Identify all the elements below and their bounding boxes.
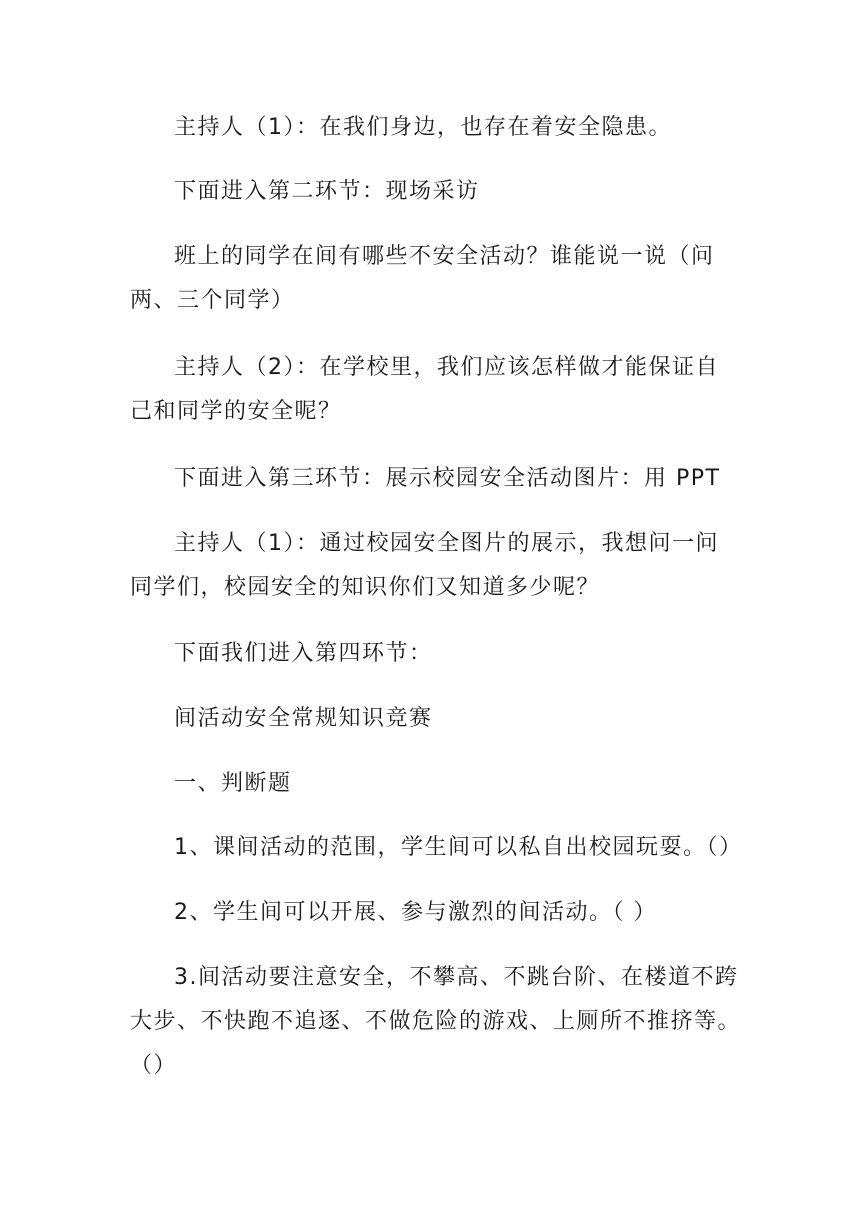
text-line: 3.间活动要注意安全，不攀高、不跳台阶、在楼道不跨 xyxy=(174,965,739,990)
paragraph-section3-ppt xyxy=(0,457,720,501)
text-line: 主持人（1）：通过校园安全图片的展示，我想问一问 xyxy=(174,531,719,556)
text-line: 两、三个同学） xyxy=(130,288,295,313)
text-line: 大步、不快跑不追逐、不做危险的游戏、上厕所不推挤等。 xyxy=(130,1009,742,1034)
paragraph-true-false-heading xyxy=(0,762,292,806)
paragraph-host1-hazard xyxy=(0,106,672,150)
paragraph-section4 xyxy=(0,632,433,676)
paragraph-host1-knowledge xyxy=(0,522,719,610)
paragraph-question-1 xyxy=(0,826,743,870)
paragraph-question-2 xyxy=(0,891,657,935)
text-line: 下面我们进入第四环节： xyxy=(174,641,433,666)
paragraph-quiz-title xyxy=(0,697,433,741)
text-line: 一、判断题 xyxy=(174,771,292,796)
paragraph-classmates-question xyxy=(0,235,715,323)
text-line: 班上的同学在间有哪些不安全活动？谁能说一说（问 xyxy=(174,244,715,269)
text-line: （） xyxy=(130,1053,178,1078)
paragraph-section2-interview xyxy=(0,170,480,214)
text-line: 己和同学的安全呢？ xyxy=(130,399,342,424)
text-line: 主持人（2）：在学校里，我们应该怎样做才能保证自 xyxy=(174,355,719,380)
text-line: 间活动安全常规知识竞赛 xyxy=(174,706,433,731)
text-line: 2、学生间可以开展、参与激烈的间活动。（ ） xyxy=(174,900,657,925)
paragraph-host2-school xyxy=(0,346,719,434)
text-line: 下面进入第二环节：现场采访 xyxy=(174,179,480,204)
paragraph-question-3 xyxy=(0,956,741,1088)
text-line: 下面进入第三环节：展示校园安全活动图片：用 PPT xyxy=(174,466,721,491)
text-line: 同学们，校园安全的知识你们又知道多少呢？ xyxy=(130,575,601,600)
text-line: 主持人（1）：在我们身边，也存在着安全隐患。 xyxy=(174,115,672,140)
text-line: 1、课间活动的范围，学生间可以私自出校园玩耍。（） xyxy=(174,835,743,860)
